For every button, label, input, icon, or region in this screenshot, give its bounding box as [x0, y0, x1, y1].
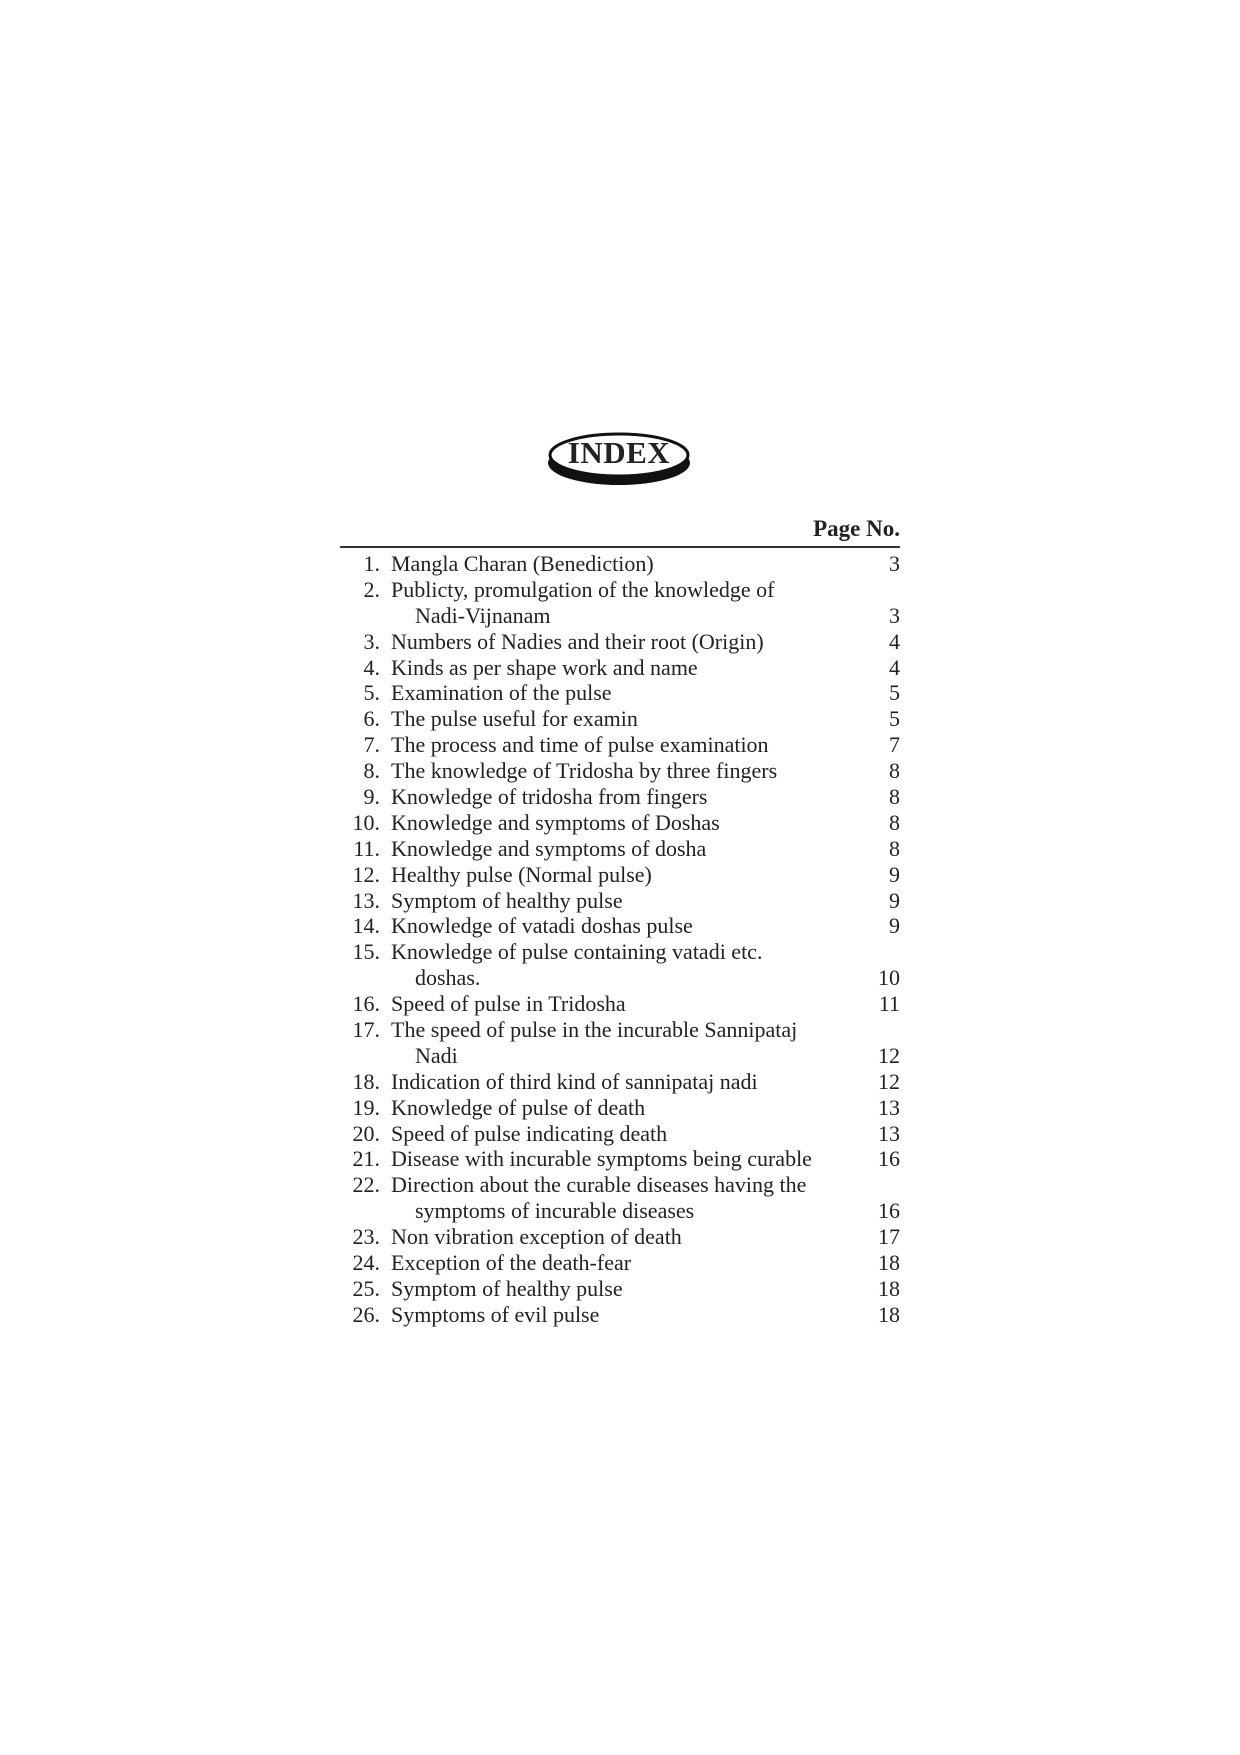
- toc-entry-line: [340, 577, 900, 603]
- toc-entry-number: 8.: [363, 758, 380, 784]
- toc-entry-page: 17: [878, 1224, 900, 1250]
- toc-entry-page: 8: [889, 784, 900, 810]
- toc-entry-title: Non vibration exception of death: [391, 1224, 682, 1250]
- toc-entry-line: [340, 862, 900, 888]
- toc-entry-line: [340, 888, 900, 914]
- toc-entry-line: [340, 655, 900, 681]
- toc-entry-title: Nadi: [415, 1042, 458, 1068]
- toc-entry: [340, 732, 900, 758]
- toc-entry-number: 4.: [363, 654, 380, 680]
- toc-entry-line: [340, 1121, 900, 1147]
- toc-entry: [340, 1121, 900, 1147]
- toc-entry-line: [340, 965, 900, 991]
- toc-entry-page: 18: [878, 1250, 900, 1276]
- toc-entry-number: 21.: [352, 1146, 380, 1172]
- toc-entry-page: 5: [889, 706, 900, 732]
- index-title-badge: [544, 428, 694, 490]
- toc-entry-number: 1.: [363, 551, 380, 576]
- toc-entry-page: 18: [878, 1275, 900, 1301]
- toc-entry-title: Direction about the curable diseases having the: [391, 1172, 807, 1198]
- toc-entry-number: 23.: [352, 1224, 380, 1250]
- toc-entry-page: 12: [878, 1068, 900, 1094]
- toc-entry: [340, 1095, 900, 1121]
- table-of-contents: [340, 551, 900, 1328]
- toc-entry-page: 9: [889, 887, 900, 913]
- toc-entry-title: Speed of pulse in Tridosha: [391, 991, 626, 1017]
- toc-entry: [340, 758, 900, 784]
- toc-entry-line: [340, 1224, 900, 1250]
- toc-entry-title: Knowledge and symptoms of dosha: [391, 835, 707, 861]
- toc-entry-title: doshas.: [415, 965, 481, 991]
- toc-entry-number: 16.: [352, 991, 380, 1017]
- toc-entry-title: Symptoms of evil pulse: [391, 1301, 600, 1327]
- toc-entry-line: [340, 836, 900, 862]
- toc-entry-title: Knowledge and symptoms of Doshas: [391, 809, 720, 835]
- toc-entry-page: 12: [878, 1042, 900, 1068]
- toc-entry-number: 7.: [363, 732, 380, 758]
- toc-entry-line: [340, 1172, 900, 1198]
- toc-entry-page: 18: [878, 1301, 900, 1327]
- toc-entry-title: Nadi-Vijnanam: [415, 602, 551, 628]
- toc-entry: [340, 810, 900, 836]
- toc-entry-line: [340, 680, 900, 706]
- toc-entry-number: 9.: [363, 784, 380, 810]
- toc-entry-line: [340, 784, 900, 810]
- toc-entry: [340, 1017, 900, 1069]
- toc-entry-page: 8: [889, 758, 900, 784]
- toc-entry-number: 3.: [363, 628, 380, 654]
- toc-entry-line: [340, 939, 900, 965]
- toc-entry: [340, 680, 900, 706]
- toc-entry: [340, 1172, 900, 1224]
- toc-entry: [340, 862, 900, 888]
- toc-entry-title: Kinds as per shape work and name: [391, 654, 698, 680]
- toc-entry-page: 4: [889, 628, 900, 654]
- toc-entry-title: Indication of third kind of sannipataj nadi: [391, 1068, 758, 1094]
- toc-entry-page: 16: [878, 1146, 900, 1172]
- toc-entry: [340, 939, 900, 991]
- toc-entry-page: 3: [889, 551, 900, 576]
- toc-entry: [340, 1224, 900, 1250]
- toc-entry: [340, 1276, 900, 1302]
- toc-entry-title: Numbers of Nadies and their root (Origin): [391, 628, 764, 654]
- toc-entry-title: Knowledge of vatadi doshas pulse: [391, 913, 693, 939]
- toc-entry-line: [340, 758, 900, 784]
- toc-entry-number: 26.: [352, 1301, 380, 1327]
- toc-entry-page: 5: [889, 680, 900, 706]
- toc-entry-line: [340, 732, 900, 758]
- toc-entry-page: 11: [878, 991, 900, 1017]
- toc-entry-line: [340, 1250, 900, 1276]
- toc-entry-line: [340, 629, 900, 655]
- toc-entry-title: Symptom of healthy pulse: [391, 887, 623, 913]
- toc-entry-number: 20.: [352, 1120, 380, 1146]
- toc-entry-page: 13: [878, 1120, 900, 1146]
- page-no-column-label: Page No.: [813, 516, 900, 541]
- toc-entry: [340, 706, 900, 732]
- toc-entry-number: 2.: [363, 576, 380, 602]
- toc-entry-title: The process and time of pulse examination: [391, 732, 769, 758]
- toc-entry: [340, 577, 900, 629]
- toc-entry-line: [340, 1276, 900, 1302]
- toc-entry-line: [340, 551, 900, 577]
- toc-entry-title: Knowledge of pulse of death: [391, 1094, 646, 1120]
- toc-entry-number: 11.: [353, 835, 380, 861]
- toc-entry-number: 24.: [352, 1250, 380, 1276]
- toc-entry-line: [340, 1095, 900, 1121]
- toc-entry-title: The speed of pulse in the incurable Sannipataj: [391, 1017, 798, 1043]
- toc-entry-line: [340, 1043, 900, 1069]
- toc-entry-number: 5.: [363, 680, 380, 706]
- toc-entry-number: 15.: [352, 939, 380, 965]
- toc-entry-line: [340, 913, 900, 939]
- toc-entry-page: 8: [889, 835, 900, 861]
- toc-entry-page: 4: [889, 654, 900, 680]
- toc-entry-number: 17.: [352, 1017, 380, 1043]
- toc-entry: [340, 1250, 900, 1276]
- toc-entry: [340, 1069, 900, 1095]
- toc-entry-page: 9: [889, 861, 900, 887]
- toc-entry: [340, 1146, 900, 1172]
- toc-entry-page: 10: [878, 965, 900, 991]
- toc-entry-title: symptoms of incurable diseases: [415, 1198, 695, 1224]
- toc-entry: [340, 888, 900, 914]
- toc-entry-page: 3: [889, 602, 900, 628]
- toc-entry-number: 13.: [352, 887, 380, 913]
- toc-entry-number: 12.: [352, 861, 380, 887]
- toc-entry-page: 9: [889, 913, 900, 939]
- toc-entry: [340, 655, 900, 681]
- toc-entry-title: Exception of the death-fear: [391, 1250, 632, 1276]
- toc-entry-number: 19.: [352, 1094, 380, 1120]
- toc-entry: [340, 1302, 900, 1328]
- toc-entry-line: [340, 810, 900, 836]
- toc-entry-title: Symptom of healthy pulse: [391, 1275, 623, 1301]
- toc-header: [340, 516, 900, 546]
- toc-entry-line: [340, 1146, 900, 1172]
- toc-entry-title: Healthy pulse (Normal pulse): [391, 861, 652, 887]
- toc-entry-number: 18.: [352, 1068, 380, 1094]
- toc-entry: [340, 784, 900, 810]
- toc-entry-line: [340, 603, 900, 629]
- header-divider: [340, 546, 900, 548]
- toc-entry-number: 25.: [352, 1275, 380, 1301]
- toc-entry-page: 16: [878, 1198, 900, 1224]
- toc-entry-title: The knowledge of Tridosha by three fingers: [391, 758, 778, 784]
- toc-entry-title: Disease with incurable symptoms being curable: [391, 1146, 812, 1172]
- toc-entry-title: Mangla Charan (Benediction): [391, 551, 654, 576]
- toc-entry-number: 10.: [352, 809, 380, 835]
- toc-entry-title: Examination of the pulse: [391, 680, 612, 706]
- toc-entry-page: 7: [889, 732, 900, 758]
- toc-entry: [340, 991, 900, 1017]
- toc-entry-title: Publicty, promulgation of the knowledge of: [391, 576, 775, 602]
- toc-entry: [340, 836, 900, 862]
- toc-entry-title: Knowledge of tridosha from fingers: [391, 784, 708, 810]
- toc-entry-line: [340, 1069, 900, 1095]
- toc-entry-title: Speed of pulse indicating death: [391, 1120, 668, 1146]
- toc-entry-page: 13: [878, 1094, 900, 1120]
- toc-entry-line: [340, 1302, 900, 1328]
- page-title: INDEX: [567, 435, 671, 470]
- toc-entry-title: Knowledge of pulse containing vatadi etc.: [391, 939, 763, 965]
- toc-entry-number: 14.: [352, 913, 380, 939]
- toc-entry: [340, 551, 900, 577]
- toc-entry-title: The pulse useful for examin: [391, 706, 638, 732]
- toc-entry-page: 8: [889, 809, 900, 835]
- toc-entry-line: [340, 1017, 900, 1043]
- toc-entry: [340, 913, 900, 939]
- toc-entry-line: [340, 706, 900, 732]
- toc-entry: [340, 629, 900, 655]
- toc-entry-line: [340, 1198, 900, 1224]
- toc-entry-line: [340, 991, 900, 1017]
- toc-entry-number: 22.: [352, 1172, 380, 1198]
- toc-entry-number: 6.: [363, 706, 380, 732]
